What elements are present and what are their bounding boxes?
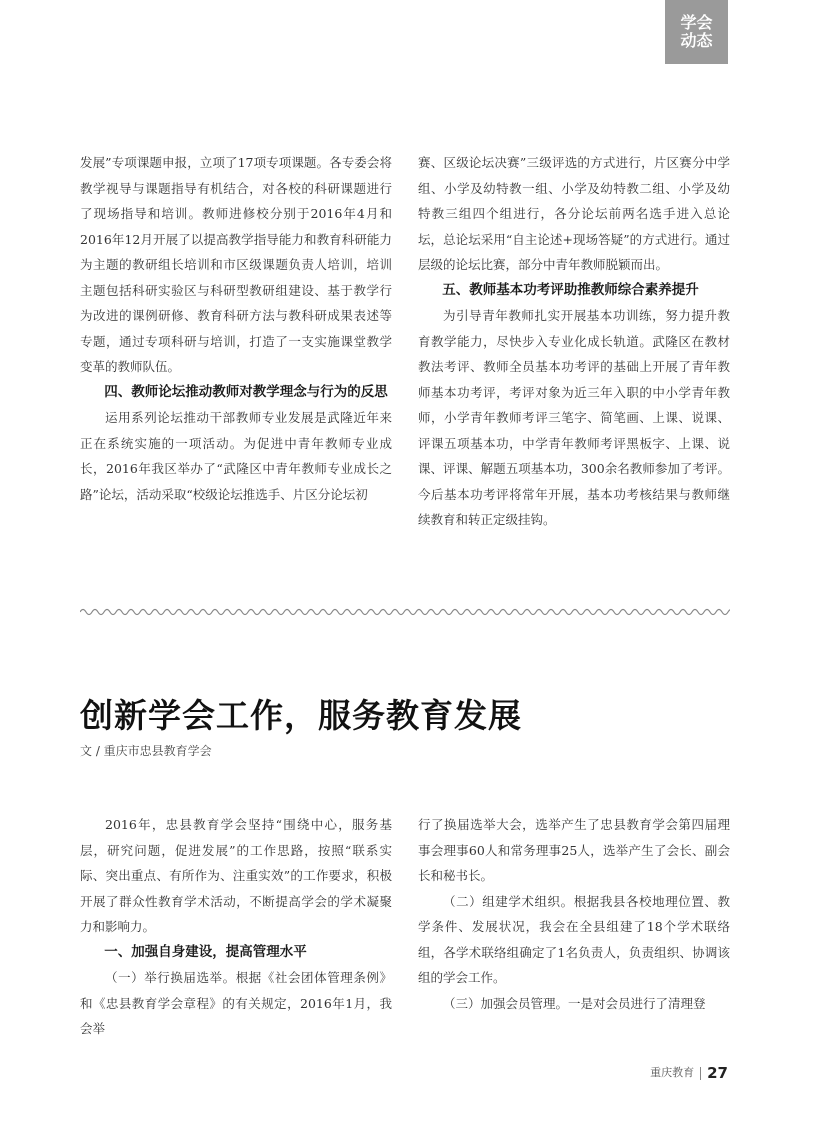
paragraph: 发展”专项课题申报，立项了17项专项课题。各专委会将教学视导与课题指导有机结合，对各校的科研课题进行了现场指导和培训。教师进修校分别于2016年4月和2016年12月开展了以提高教学指导能力和教育科研能力为主题的教研组长培训和市区级课题负责人培训，培训主题包括科研实验区与科研型教研组建设、基于教学行为改进的课例研修、教育科研方法与教科研成果表述等专题，通过专项科研与培训，打造了一支实施课堂教学变革的教师队伍。 xyxy=(80,155,392,374)
journal-name: 重庆教育 xyxy=(650,1066,695,1079)
section-heading-1: 一、加强自身建设，提高管理水平 xyxy=(104,943,307,960)
section-tab xyxy=(665,0,728,64)
section-heading-4: 四、教师论坛推动教师对教学理念与行为的反思 xyxy=(104,383,388,400)
article-column-2 xyxy=(418,812,730,1016)
paragraph-text: 根据我县各校地理位置、教学条件、发展状况，我会在全县组建了18个学术联络组，各学术联络组确定了1名负责人，负责组织、协调该组的学会工作。 xyxy=(418,893,730,985)
prev-article-column-1 xyxy=(80,150,392,507)
paragraph: 运用系列论坛推动干部教师专业发展是武隆近年来正在系统实施的一项活动。为促进中青年教师专业成长，2016年我区举办了“武隆区中青年教师专业成长之路”论坛，活动采取“校级论坛推选手、片区分论坛初 xyxy=(80,410,392,502)
article-column-1 xyxy=(80,812,392,1042)
subheading-3: （三）加强会员管理。 xyxy=(443,995,569,1011)
section-heading-5: 五、教师基本功考评助推教师综合素养提升 xyxy=(442,281,699,298)
paragraph-text: 一是对会员进行了清理登 xyxy=(568,995,706,1011)
subheading-1: （一）举行换届选举。 xyxy=(105,970,236,985)
section-tab-line1: 学会 xyxy=(680,13,713,32)
wavy-divider xyxy=(80,606,730,618)
paragraph-text: 根据《社会团体管理条例》和《忠县教育学会章程》的有关规定，2016年1月，我会举 xyxy=(80,970,392,1036)
paragraph xyxy=(80,965,392,1042)
footer-separator xyxy=(700,1067,701,1080)
paragraph xyxy=(418,889,730,991)
section-tab-line2: 动态 xyxy=(680,31,713,50)
paragraph: 为引导青年教师扎实开展基本功训练，努力提升教育教学能力，尽快步入专业化成长轨道。武隆区在教材教法考评、教师全员基本功考评的基础上开展了青年教师基本功考评，考评对象为近三年入职的中小学青年教师，小学青年教师考评三笔字、简笔画、上课、说课、评课五项基本功，中学青年教师考评黑板字、上课、说课、评课、解题五项基本功，300余名教师参加了考评。今后基本功考评将常年开展，基本功考核结果与教师继续教育和转正定级挂钩。 xyxy=(418,308,730,527)
article-title: 创新学会工作，服务教育发展 xyxy=(80,696,522,735)
paragraph: 2016年，忠县教育学会坚持“围绕中心，服务基层，研究问题，促进发展”的工作思路，按照“联系实际、突出重点、有所作为、注重实效”的工作要求，积极开展了群众性教育学术活动，不断提高学会的学术凝聚力和影响力。 xyxy=(80,817,392,934)
paragraph: 行了换届选举大会，选举产生了忠县教育学会第四届理事会理事60人和常务理事25人，选举产生了会长、副会长和秘书长。 xyxy=(418,817,730,883)
page-footer xyxy=(600,1064,728,1082)
article-byline: 文 / 重庆市忠县教育学会 xyxy=(80,744,212,758)
prev-article-column-2 xyxy=(418,150,730,533)
page-number: 27 xyxy=(707,1064,728,1082)
subheading-2: （二）组建学术组织。 xyxy=(443,893,574,909)
paragraph xyxy=(418,991,730,1017)
paragraph: 赛、区级论坛决赛”三级评选的方式进行，片区赛分中学组、小学及幼特教一组、小学及幼特教二组、小学及幼特教三组四个组进行，各分论坛前两名选手进入总论坛，总论坛采用“自主论述+现场答疑”的方式进行。通过层级的论坛比赛，部分中青年教师脱颖而出。 xyxy=(418,155,730,272)
